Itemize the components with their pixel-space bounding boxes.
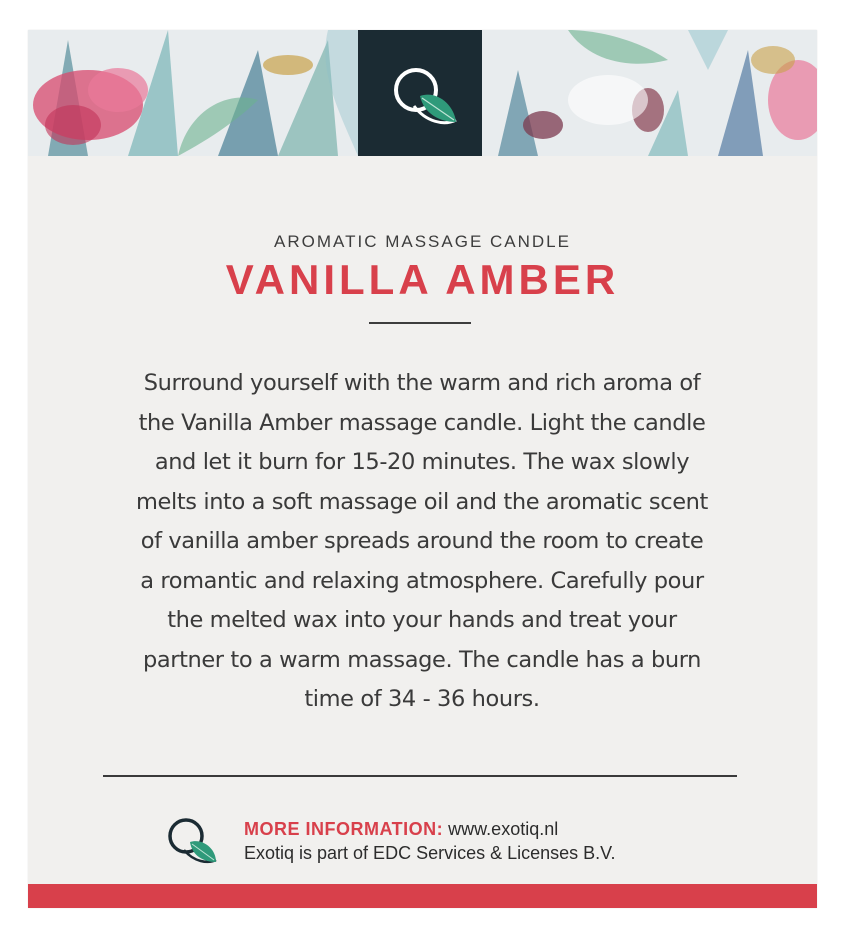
product-label-card — [28, 30, 817, 908]
brand-logo-box — [358, 30, 482, 156]
description-line: partner to a warm massage. The candle has a burn — [142, 646, 702, 673]
footer-divider — [103, 775, 737, 777]
exotiq-logo-icon — [358, 30, 482, 156]
description-line: a romantic and relaxing atmosphere. Carefully pour — [140, 567, 704, 594]
title-divider — [369, 322, 471, 324]
footer-info — [244, 817, 616, 865]
company-line: Exotiq is part of EDC Services & Licenses B.V. — [244, 843, 616, 863]
footer-exotiq-logo-icon — [164, 814, 220, 866]
product-title: VANILLA AMBER — [225, 256, 620, 303]
description-line: melts into a soft massage oil and the aromatic scent — [136, 488, 708, 515]
product-subtitle: AROMATIC MASSAGE CANDLE — [274, 232, 571, 251]
floral-banner — [28, 30, 817, 156]
description-line: the melted wax into your hands and treat your — [167, 607, 677, 633]
product-description — [88, 364, 756, 720]
website-link[interactable]: www.exotiq.nl — [448, 819, 559, 839]
description-line: Surround yourself with the warm and rich aroma of — [143, 370, 701, 396]
bottom-accent-bar — [28, 884, 817, 908]
description-line: of vanilla amber spreads around the room to create — [140, 528, 704, 554]
description-line: time of 34 - 36 hours. — [304, 686, 540, 712]
description-line: and let it burn for 15-20 minutes. The wax slowly — [154, 449, 690, 475]
more-info-label: MORE INFORMATION: — [244, 819, 444, 839]
description-line: the Vanilla Amber massage candle. Light the candle — [138, 409, 706, 436]
